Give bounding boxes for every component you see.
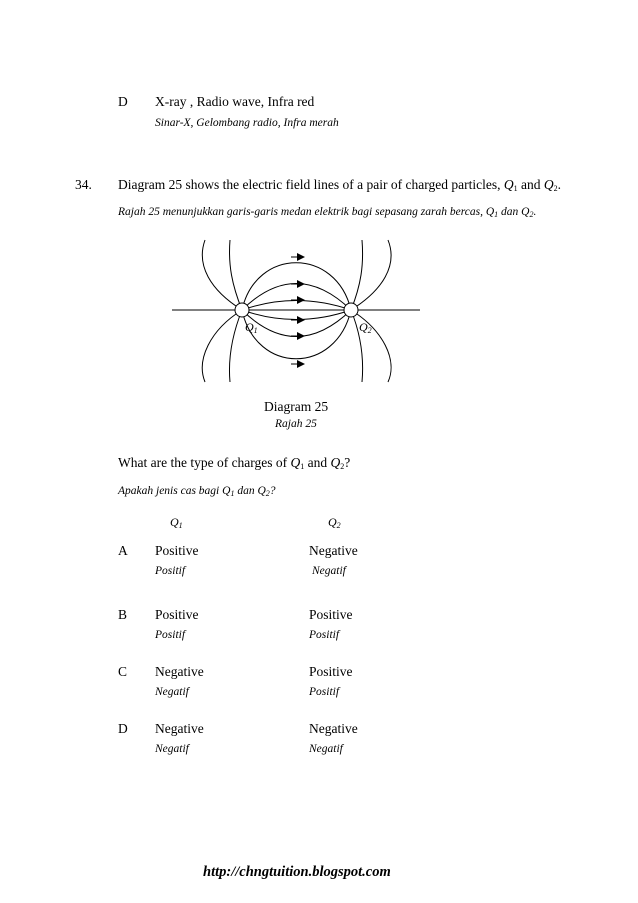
field-line-outer-top bbox=[242, 263, 351, 310]
prev-option-translation: Sinar-X, Gelombang radio, Infra merah bbox=[155, 117, 339, 129]
option-a-letter[interactable]: A bbox=[118, 543, 128, 558]
option-b-q2-translation: Positif bbox=[309, 629, 340, 641]
question-number: 34. bbox=[75, 177, 92, 192]
option-c-q2: Positive bbox=[309, 664, 353, 679]
charge-q2 bbox=[344, 303, 358, 317]
option-a-q1-translation: Positif bbox=[155, 565, 186, 577]
field-line-outer-bottom bbox=[242, 310, 351, 359]
option-b-q1: Positive bbox=[155, 607, 199, 622]
option-b-letter[interactable]: B bbox=[118, 607, 128, 622]
q1-field-line-upper-left bbox=[202, 240, 242, 310]
option-a-q1: Positive bbox=[155, 543, 199, 558]
option-c-q1-translation: Negatif bbox=[155, 686, 189, 698]
option-a-q2: Negative bbox=[309, 543, 358, 558]
option-c-q1: Negative bbox=[155, 664, 204, 679]
footer-url[interactable]: http://chngtuition.blogspot.com bbox=[203, 864, 391, 880]
q2-field-line-up bbox=[351, 240, 363, 310]
option-b-q1-translation: Positif bbox=[155, 629, 186, 641]
option-d-q1: Negative bbox=[155, 721, 204, 736]
column-header-q2: $Q_2$ bbox=[328, 515, 341, 530]
q1-field-line-up bbox=[230, 240, 243, 310]
question-ask: What are the type of charges of $Q_1$ and $Q_2$? bbox=[118, 455, 351, 471]
option-d-q2-translation: Negatif bbox=[309, 743, 343, 755]
option-d-letter[interactable]: D bbox=[118, 721, 128, 736]
field-line-mid-bottom bbox=[242, 310, 351, 337]
option-b-q2: Positive bbox=[309, 607, 353, 622]
q2-field-line-upper-right bbox=[351, 240, 391, 310]
diagram-caption: Diagram 25 bbox=[264, 399, 329, 414]
q1-field-line-lower-left bbox=[202, 310, 242, 382]
diagram-label-q2: $Q_2$ bbox=[359, 320, 372, 335]
option-a-q2-translation: Negatif bbox=[312, 565, 346, 577]
column-header-q1: $Q_1$ bbox=[170, 515, 183, 530]
option-d-q2: Negative bbox=[309, 721, 358, 736]
q1-field-line-down bbox=[230, 310, 243, 382]
field-line-mid-top bbox=[242, 284, 351, 311]
option-d-q1-translation: Negatif bbox=[155, 743, 189, 755]
option-c-letter[interactable]: C bbox=[118, 664, 128, 679]
field-line-inner-bottom bbox=[242, 310, 351, 320]
question-translation: Rajah 25 menunjukkan garis-garis medan elektrik bagi sepasang zarah bercas, $Q_1$ dan $Q_2$. bbox=[118, 206, 537, 219]
prev-option-letter: D bbox=[118, 94, 128, 109]
question-text: Diagram 25 shows the electric field lines of a pair of charged particles, $Q_1$ and $Q_2$. bbox=[118, 177, 561, 193]
diagram-caption-translation: Rajah 25 bbox=[275, 418, 317, 430]
option-c-q2-translation: Positif bbox=[309, 686, 340, 698]
field-line-inner-top bbox=[242, 301, 351, 311]
prev-option-text: X-ray , Radio wave, Infra red bbox=[155, 94, 315, 109]
charge-q1 bbox=[235, 303, 249, 317]
question-ask-translation: Apakah jenis cas bagi $Q_1$ dan $Q_2$? bbox=[118, 485, 276, 498]
diagram-label-q1: $Q_1$ bbox=[245, 320, 258, 335]
